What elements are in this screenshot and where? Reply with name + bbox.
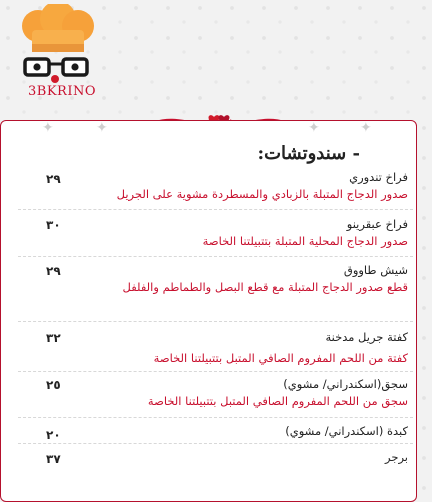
menu-item-name: كفتة جريل مدخنة <box>325 330 408 344</box>
menu-item-price: ٢٠ <box>46 428 61 442</box>
brand-logo <box>8 4 104 102</box>
menu-item-price: ٣٠ <box>46 218 61 232</box>
menu-item-name: شيش طاووق <box>343 263 408 277</box>
divider <box>18 209 413 210</box>
divider <box>18 443 413 444</box>
menu-item-desc: قطع صدور الدجاج المتبلة مع قطع البصل والطماطم والفلفل <box>122 280 408 294</box>
chef-mascot-icon <box>8 4 104 86</box>
divider <box>18 371 413 372</box>
menu-item-name: كبدة (اسكندراني/ مشوي) <box>285 424 408 438</box>
divider <box>18 417 413 418</box>
brand-name: 3BKRINO <box>28 84 96 99</box>
menu-item-price: ٣٧ <box>46 452 61 466</box>
menu-item-name: فراخ تندوري <box>349 170 408 184</box>
menu-item-desc: صدور الدجاج المحلية المتبلة بتتبيلتنا الخاصة <box>202 234 408 248</box>
star-icon: ✦ <box>308 120 320 136</box>
menu-item-desc: سجق من اللحم المفروم الصافي المتبل بتتبيلتنا الخاصة <box>147 394 408 408</box>
divider <box>18 256 413 257</box>
menu-item-name: برجر <box>385 450 408 464</box>
divider <box>18 321 413 322</box>
menu-item-price: ٢٥ <box>46 378 61 392</box>
star-icon: ✦ <box>96 120 108 136</box>
menu-item-price: ٢٩ <box>46 172 61 186</box>
menu-item-desc: كفتة من اللحم المفروم الصافي المتبل بتتبيلتنا الخاصة <box>153 351 408 365</box>
star-icon: ✦ <box>360 120 372 136</box>
section-title: - سندوتشات: <box>257 143 360 164</box>
menu-item-price: ٢٩ <box>46 264 61 278</box>
star-icon: ✦ <box>42 120 54 136</box>
menu-item-name: فراخ عبقرينو <box>346 217 408 231</box>
menu-item-desc: صدور الدجاج المتبلة بالزبادي والمسطردة مشوية على الجريل <box>116 187 408 201</box>
menu-item-name: سجق(اسكندراني/ مشوي) <box>283 377 408 391</box>
menu-item-price: ٣٢ <box>46 331 61 345</box>
